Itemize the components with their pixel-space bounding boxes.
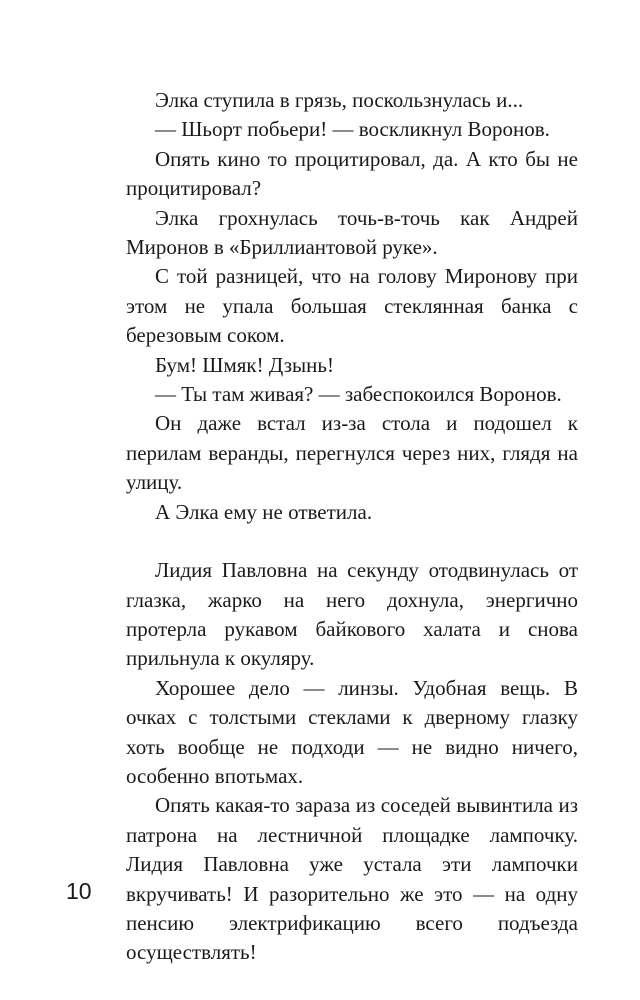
dialogue-line: — Шьорт побьери! — воскликнул Воронов.	[155, 117, 550, 142]
paragraph: Элка ступила в грязь, поскользнулась и...	[155, 88, 524, 112]
paragraph: Лидия Павловна на секунду отодвинулась от глазка, жарко на него дохнула, энергично протерла рукавом байкового халата и снова прильнула к окуляру.	[126, 558, 578, 671]
paragraph: Опять кино то процитировал, да. А кто бы не процитировал?	[126, 146, 578, 201]
paragraph: Хорошее дело — линзы. Удобная вещь. В очках с толстыми стеклами к дверному глазку хоть вообще не подходи — не видно ничего, особенно впотьмах.	[126, 675, 578, 788]
paragraph: Опять какая-то зараза из соседей вывинтила из патрона на лестничной площадке лампочку. Лидия Павловна уже устала эти лампочки вкручивать! И разорительно же это — на одну пенсию электрификацию всего подъезда осуществлять!	[126, 793, 578, 965]
page-number: 10	[66, 878, 92, 904]
paragraph: А Элка ему не ответила.	[155, 499, 373, 524]
paragraph: Элка грохнулась точь-в-точь как Андрей Миронов в «Бриллиантовой руке».	[126, 205, 578, 260]
paragraph: Бум! Шмяк! Дзынь!	[155, 352, 334, 377]
section-break	[126, 527, 578, 556]
paragraph: С той разницей, что на голову Миронову при этом не упала большая стеклянная банка с березовым соком.	[126, 264, 578, 348]
dialogue-line: — Ты там живая? — забеспокоился Воронов.	[155, 382, 562, 407]
paragraph: Он даже встал из-за стола и подошел к перилам веранды, перегнулся через них, глядя на улицу.	[126, 411, 578, 495]
body-text	[126, 86, 578, 968]
